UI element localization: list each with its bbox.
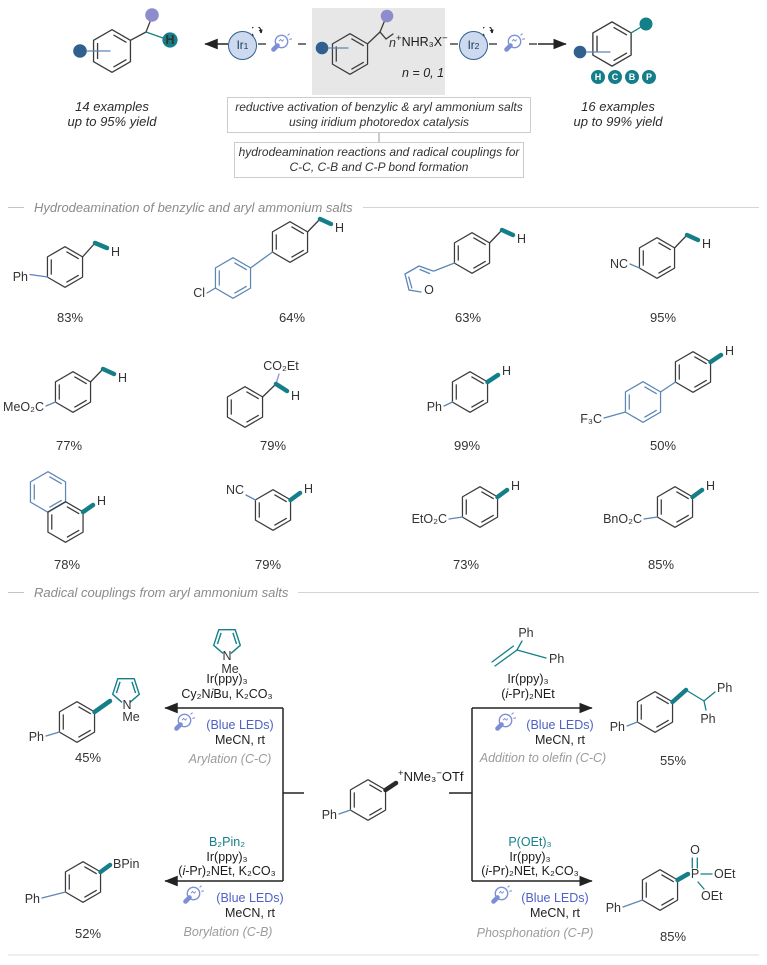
left-examples-caption: 14 examples up to 95% yield — [67, 99, 157, 129]
summary-box-2: hydrodeamination reactions and radical couplings for C-C, C-B and C-P bond formation — [234, 142, 524, 178]
svg-text:H: H — [511, 479, 521, 493]
structure-ethyl-benzoate-H — [412, 479, 520, 527]
n-equals-label: n = 0, 1 — [402, 66, 445, 80]
svg-text:MeO₂C: MeO₂C — [3, 400, 44, 414]
svg-text:Ph: Ph — [426, 400, 442, 414]
structure-benzyl-benzoate-H — [603, 479, 715, 527]
yield-c8: 50% — [649, 438, 677, 453]
svg-text:Ph: Ph — [321, 808, 337, 822]
svg-text:H: H — [502, 364, 512, 378]
svg-text:H: H — [291, 389, 301, 403]
yield-c12: 85% — [647, 557, 675, 572]
conditions-phosphonation: P(OEt)₃ Ir(ppy)₃ (i-Pr)₂NEt, K₂CO₃ — [430, 835, 630, 879]
svg-text:NC: NC — [609, 257, 628, 271]
yield-c6: 79% — [259, 438, 287, 453]
yield-c7: 99% — [453, 438, 481, 453]
svg-text:H: H — [706, 479, 716, 493]
chain-n-subscript: n — [389, 36, 396, 50]
structure-4-CF3-biphenyl-H — [580, 344, 734, 426]
conditions-borylation: B₂Pin₂ Ir(ppy)₃ (i-Pr)₂NEt, K₂CO₃ — [137, 835, 317, 879]
product-olefin-addition — [610, 681, 733, 734]
yield-c5: 77% — [55, 438, 83, 453]
reagent-diphenylethylene — [492, 626, 564, 666]
hydrogen-label: H — [165, 33, 175, 47]
ammonium-salt-formula: +NHR₃X− — [396, 33, 448, 49]
h-disc: H — [591, 70, 605, 84]
section-title-radical-couplings: Radical couplings from aryl ammonium salts — [8, 585, 759, 600]
yield-c4: 95% — [649, 310, 677, 325]
reagent-N-methylpyrrole — [214, 630, 241, 676]
p-disc: P — [642, 70, 656, 84]
svg-text:H: H — [702, 237, 712, 251]
label-olefin: Addition to olefin (C-C) — [479, 751, 607, 765]
svg-text:Ph: Ph — [605, 901, 621, 915]
yield-borylation: 52% — [74, 926, 102, 941]
minus-charge: − — [436, 768, 442, 779]
ir1-catalyst-badge: Ir 1 — [228, 31, 257, 60]
plus-charge: + — [396, 33, 402, 44]
svg-text:Me: Me — [122, 710, 140, 724]
svg-text:Ph: Ph — [24, 892, 40, 906]
yield-c11: 73% — [452, 557, 480, 572]
plus-charge: + — [398, 768, 404, 779]
yield-phosphonation: 85% — [659, 929, 687, 944]
section-title-hydrodeamination: Hydrodeamination of benzylic and aryl ammonium salts — [8, 200, 759, 215]
yield-c1: 83% — [56, 310, 84, 325]
svg-text:CO₂Et: CO₂Et — [263, 359, 299, 373]
light-bulb-icon — [507, 34, 525, 50]
svg-text:O: O — [424, 283, 434, 297]
structure-3-cyanophenyl-H — [226, 482, 313, 530]
central-ammonium-substrate — [322, 780, 396, 822]
yield-c3: 63% — [454, 310, 482, 325]
leds-solvent-arylation: (Blue LEDs) MeCN, rt — [206, 718, 274, 747]
svg-text:EtO₂C: EtO₂C — [411, 512, 447, 526]
structure-4-phenylbenzyl — [13, 243, 120, 287]
reagent-p-oet3: P(OEt)₃ — [508, 835, 552, 849]
label-arylation: Arylation (C-C) — [188, 752, 272, 766]
svg-text:Ph: Ph — [28, 730, 44, 744]
product-arylation — [29, 679, 140, 744]
b-disc: B — [625, 70, 639, 84]
structure-4-chlorobiphenylmethyl — [193, 219, 344, 300]
ir2-label: Ir — [467, 39, 475, 52]
catalytic-cycle-arrow-icon — [483, 27, 494, 38]
svg-text:H: H — [335, 221, 345, 235]
svg-text:Ph: Ph — [12, 270, 28, 284]
svg-text:BPin: BPin — [113, 857, 140, 871]
yield-arylation: 45% — [74, 750, 102, 765]
benzene-ring — [593, 22, 631, 66]
aryl-substituent-dot — [316, 42, 329, 55]
new-bond-dot — [640, 18, 653, 31]
svg-text:H: H — [725, 344, 735, 358]
svg-text:Ph: Ph — [518, 626, 534, 640]
svg-text:Cl: Cl — [193, 286, 205, 300]
svg-text:BnO₂C: BnO₂C — [603, 512, 642, 526]
bond-type-discs — [591, 70, 656, 84]
leds-solvent-borylation: (Blue LEDs) MeCN, rt — [216, 891, 284, 920]
yield-c2: 64% — [278, 310, 306, 325]
right-examples-caption: 16 examples up to 99% yield — [573, 99, 663, 129]
label-phosphonation: Phosphonation (C-P) — [476, 926, 594, 940]
trimethylammonium-triflate-label: +NMe₃−OTf — [398, 768, 464, 784]
ir2-catalyst-badge: Ir 2 — [459, 31, 488, 60]
structure-naphthalene-H — [30, 472, 106, 543]
svg-text:H: H — [97, 494, 107, 508]
aryl-substituent-dot — [574, 46, 587, 59]
catalytic-cycle-arrow-icon — [252, 27, 263, 38]
yield-c9: 78% — [53, 557, 81, 572]
conditions-arylation: Ir(ppy)₃ Cy₂NiBu, K₂CO₃ — [181, 672, 273, 701]
svg-text:Ph: Ph — [700, 712, 716, 726]
svg-text:OEt: OEt — [701, 889, 723, 903]
yield-c10: 79% — [254, 557, 282, 572]
svg-text:N: N — [222, 649, 232, 663]
structure-4-carbomethoxybenzyl — [3, 369, 127, 414]
light-bulb-icon — [274, 34, 292, 50]
svg-text:F₃C: F₃C — [580, 412, 602, 426]
structure-furylbenzyl — [405, 230, 526, 297]
structure-biphenyl-H — [427, 364, 511, 414]
benzene-ring — [332, 34, 367, 75]
svg-text:H: H — [517, 232, 527, 246]
svg-text:H: H — [304, 482, 314, 496]
svg-text:P: P — [690, 867, 700, 881]
svg-text:OEt: OEt — [714, 867, 736, 881]
minus-charge: − — [442, 33, 448, 44]
svg-text:Me: Me — [221, 662, 239, 676]
summary-box-1: reductive activation of benzylic & aryl ammonium salts using iridium photoredox catalysis — [227, 97, 531, 133]
label-borylation: Borylation (C-B) — [183, 925, 273, 939]
svg-text:H: H — [118, 371, 128, 385]
yield-olefin: 55% — [659, 753, 687, 768]
ir1-label: Ir — [236, 39, 244, 52]
header-left-product-structure — [73, 8, 177, 72]
c-disc: C — [608, 70, 622, 84]
header-right-product-structure — [574, 18, 653, 67]
reagent-b2pin2: B₂Pin₂ — [208, 835, 246, 849]
structure-ethyl-phenylacetate — [227, 359, 300, 427]
aryl-substituent-dot — [73, 44, 87, 58]
leds-solvent-phosphonation: (Blue LEDs) MeCN, rt — [521, 891, 589, 920]
svg-text:Ph: Ph — [609, 720, 625, 734]
svg-text:NC: NC — [225, 483, 244, 497]
svg-text:N: N — [122, 698, 132, 712]
benzylic-substituent-dot — [381, 10, 394, 23]
svg-text:Ph: Ph — [717, 681, 733, 695]
svg-text:O: O — [690, 843, 700, 857]
leds-solvent-olefin: (Blue LEDs) MeCN, rt — [526, 718, 594, 747]
svg-text:H: H — [111, 245, 121, 259]
header-substrate-structure — [316, 10, 396, 75]
svg-text:Ph: Ph — [549, 652, 565, 666]
conditions-olefin-addition: Ir(ppy)₃ (i-Pr)₂NEt — [501, 672, 555, 701]
product-borylation — [25, 857, 140, 906]
structure-4-cyanobenzyl — [610, 235, 711, 278]
benzylic-substituent-dot — [145, 8, 159, 22]
